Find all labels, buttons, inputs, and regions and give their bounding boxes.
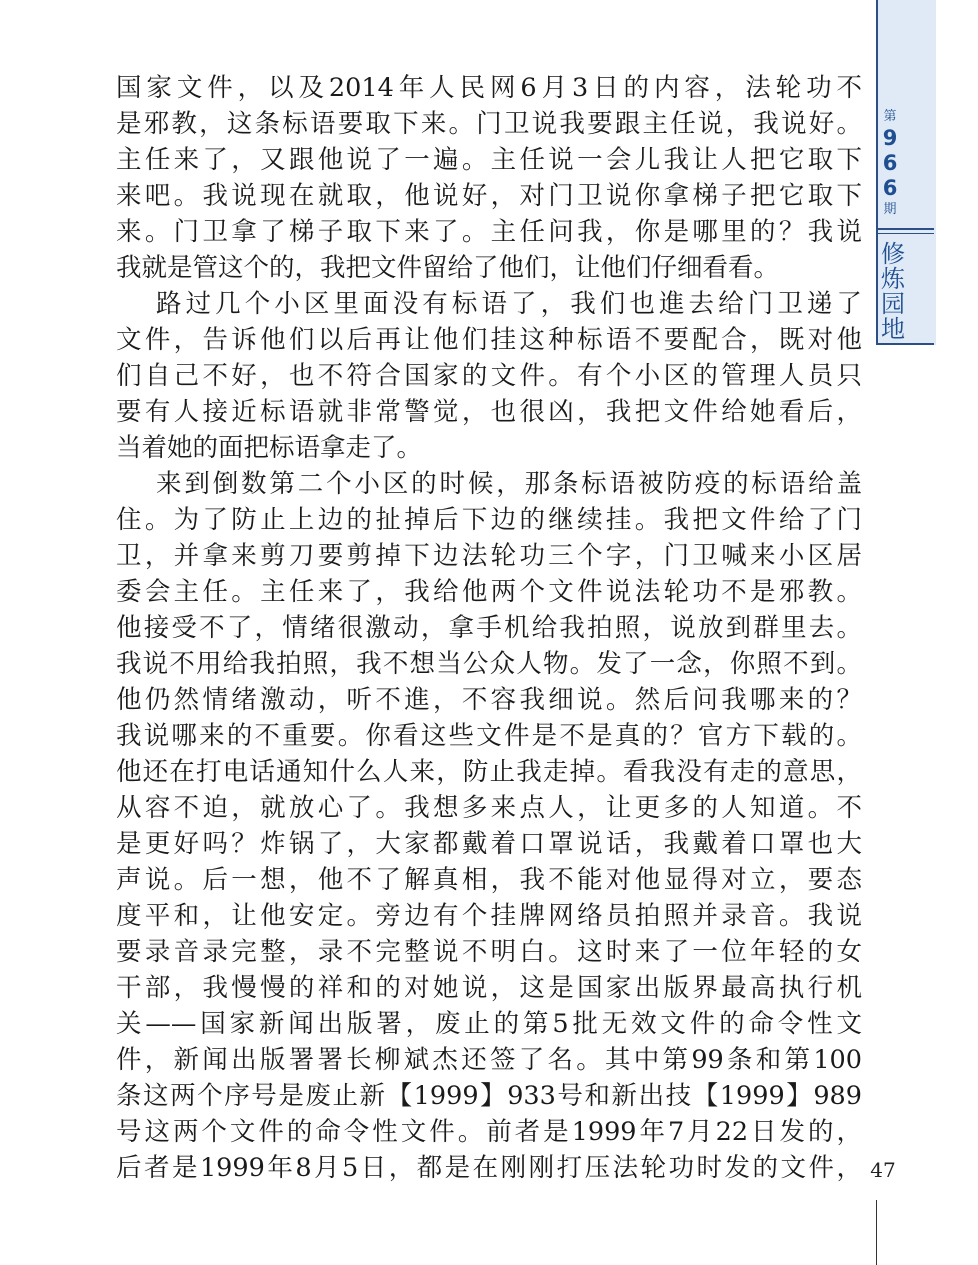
body-line: 从容不迫，就放心了。我想多来点人，让更多的人知道。不 bbox=[116, 793, 862, 823]
body-line: 是更好吗？炸锅了，大家都戴着口罩说话，我戴着口罩也大 bbox=[116, 829, 862, 859]
body-line: 号这两个文件的命令性文件。前者是1999年7月22日发的， bbox=[116, 1117, 862, 1147]
margin-rule bbox=[876, 1200, 877, 1265]
issue-prefix: 第 bbox=[883, 109, 897, 124]
body-line: 主任来了，又跟他说了一遍。主任说一会儿我让人把它取下 bbox=[116, 145, 862, 175]
section-tab-divider bbox=[878, 228, 934, 230]
issue-suffix: 期 bbox=[883, 202, 897, 217]
column-title-char: 炼 bbox=[881, 265, 905, 293]
issue-number-digit-2: 6 bbox=[882, 151, 898, 175]
issue-number-digit-1: 9 bbox=[882, 126, 898, 150]
issue-label bbox=[878, 108, 902, 219]
column-title-char: 修 bbox=[881, 240, 905, 268]
body-line: 要有人接近标语就非常警觉，也很凶，我把文件给她看后， bbox=[116, 397, 862, 427]
column-title bbox=[879, 242, 907, 342]
body-line: 文件，告诉他们以后再让他们挂这种标语不要配合，既对他 bbox=[116, 325, 862, 355]
body-line: 来。门卫拿了梯子取下来了。主任问我，你是哪里的？我说 bbox=[116, 217, 862, 247]
body-line: 关——国家新闻出版署，废止的第5批无效文件的命令性文 bbox=[116, 1009, 862, 1039]
paragraph-first-line: 路过几个小区里面没有标语了，我们也進去给门卫递了 bbox=[156, 289, 862, 319]
body-line: 度平和，让他安定。旁边有个挂牌网络员拍照并录音。我说 bbox=[116, 901, 862, 931]
issue-number-digit-3: 6 bbox=[882, 176, 898, 200]
body-line: 声说。后一想，他不了解真相，我不能对他显得对立，要态 bbox=[116, 865, 862, 895]
body-line: 要录音录完整，录不完整说不明白。这时来了一位年轻的女 bbox=[116, 937, 862, 967]
body-line: 委会主任。主任来了，我给他两个文件说法轮功不是邪教。 bbox=[116, 577, 862, 607]
body-line: 干部，我慢慢的祥和的对她说，这是国家出版界最高执行机 bbox=[116, 973, 862, 1003]
body-line: 们自己不好，也不符合国家的文件。有个小区的管理人员只 bbox=[116, 361, 862, 391]
body-line: 他接受不了，情绪很激动，拿手机给我拍照，说放到群里去。 bbox=[116, 613, 862, 643]
body-line: 我就是管这个的，我把文件留给了他们，让他们仔细看看。 bbox=[116, 253, 780, 283]
body-line: 后者是1999年8月5日，都是在刚刚打压法轮功时发的文件， bbox=[116, 1153, 862, 1183]
body-line: 来吧。我说现在就取，他说好，对门卫说你拿梯子把它取下 bbox=[116, 181, 862, 211]
body-line: 住。为了防止上边的扯掉后下边的继续挂。我把文件给了门 bbox=[116, 505, 862, 535]
column-title-char: 园 bbox=[881, 290, 905, 318]
section-tab-divider bbox=[878, 343, 934, 345]
body-line: 我说不用给我拍照，我不想当公众人物。发了一念，你照不到。 bbox=[116, 649, 862, 679]
paragraph-first-line: 来到倒数第二个小区的时候，那条标语被防疫的标语给盖 bbox=[156, 469, 862, 499]
body-line: 卫，并拿来剪刀要剪掉下边法轮功三个字，门卫喊来小区居 bbox=[116, 541, 862, 571]
column-title-char: 地 bbox=[881, 315, 905, 343]
body-line: 他仍然情绪激动，听不進，不容我细说。然后问我哪来的？ bbox=[116, 685, 862, 715]
body-line: 他还在打电话通知什么人来，防止我走掉。看我没有走的意思， bbox=[116, 757, 862, 787]
body-line: 国家文件，以及2014年人民网6月3日的内容，法轮功不 bbox=[116, 73, 862, 103]
body-line: 是邪教，这条标语要取下来。门卫说我要跟主任说，我说好。 bbox=[116, 109, 862, 139]
body-line: 当着她的面把标语拿走了。 bbox=[116, 433, 423, 463]
section-tab-divider bbox=[878, 233, 934, 234]
body-line: 条这两个序号是废止新【1999】933号和新出技【1999】989 bbox=[116, 1081, 862, 1111]
body-line: 我说哪来的不重要。你看这些文件是不是真的？官方下载的。 bbox=[116, 721, 862, 751]
page-number: 47 bbox=[870, 1158, 896, 1182]
body-line: 件，新闻出版署署长柳斌杰还签了名。其中第99条和第100 bbox=[116, 1045, 862, 1075]
